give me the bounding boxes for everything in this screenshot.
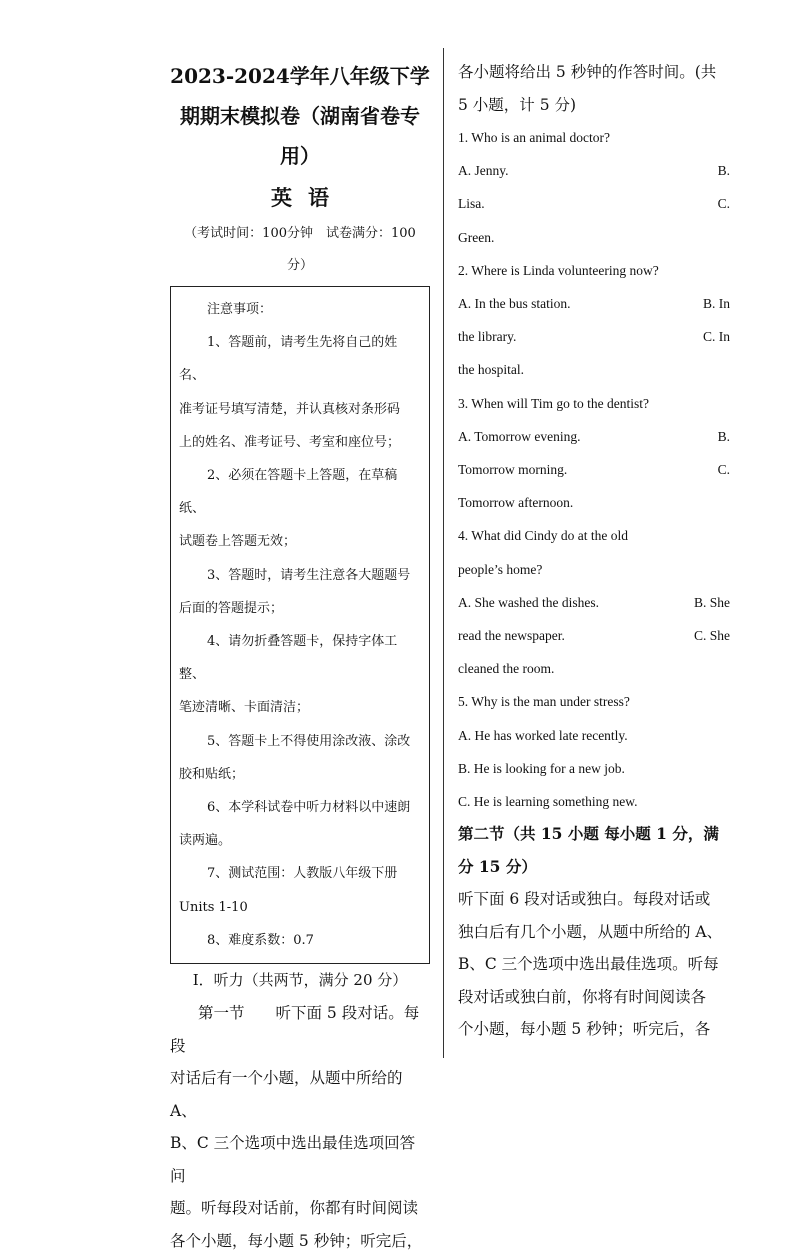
option-row (458, 353, 730, 386)
option-text: B. She (693, 594, 730, 610)
option-text: A. Tomorrow evening. (458, 428, 581, 444)
notice-line: 上的姓名、准考证号、考室和座位号； (179, 434, 401, 450)
exam-meta-line-1: （考试时间：100分钟 试卷满分：100 (184, 226, 416, 241)
option-text: C. She (693, 628, 730, 644)
option-row (458, 187, 730, 220)
notice-line: 7、测试范围：人教版八年级下册 (207, 866, 398, 882)
option-text: Green. (458, 229, 495, 245)
option-text: A. He has worked late recently. (458, 727, 628, 743)
part1-instruction-line: 对话后有一个小题，从题中所给的 A、 (170, 1069, 403, 1120)
listening-section-title: I．听力（共两节，满分 20 分） (192, 971, 408, 990)
part1-instruction-line: 题。听每段对话前，你都有时间阅读 (170, 1199, 419, 1218)
option-text: Tomorrow afternoon. (458, 495, 574, 511)
part2-title: 分 15 分） (458, 856, 537, 876)
option-row (458, 752, 730, 785)
option-text: Tomorrow morning. (458, 462, 568, 478)
option-text: A. Jenny. (458, 163, 509, 179)
exam-title-line-3: 用） (280, 144, 320, 168)
notice-line: 试题卷上答题无效； (179, 534, 297, 550)
option-row (458, 652, 730, 685)
notice-line: 胶和贴纸； (179, 766, 245, 782)
left-column (170, 56, 430, 1257)
part1-instruction-line: B、C 三个选项中选出最佳选项回答问 (170, 1134, 416, 1185)
part2-instruction-line: 个小题，每小题 5 秒钟；听完后，各 (458, 1020, 711, 1039)
option-text: B. He is looking for a new job. (458, 760, 625, 776)
option-row (458, 586, 730, 619)
option-text: B. (717, 428, 730, 444)
option-row (458, 785, 730, 818)
notice-line: 准考证号填写清楚，并认真核对条形码 (179, 401, 401, 417)
notice-line: 2、必须在答题卡上答题，在草稿纸、 (179, 468, 398, 517)
question-text: 1. Who is an animal doctor? (458, 130, 610, 145)
option-text: B. (717, 163, 730, 179)
part2-instruction-line: 段对话或独白前，你将有时间阅读各 (458, 987, 707, 1006)
option-text: the hospital. (458, 362, 524, 378)
part2-instruction-line: 听下面 6 段对话或独白。每段对话或 (458, 890, 711, 909)
right-column (458, 56, 730, 1046)
question-text: 3. When will Tim go to the dentist? (458, 395, 650, 411)
question-text: people’s home? (458, 561, 543, 577)
notice-line: 后面的答题提示； (179, 600, 284, 616)
option-row (458, 221, 730, 254)
option-row (458, 619, 730, 652)
question-text: 4. What did Cindy do at the old (458, 528, 628, 544)
option-row (458, 154, 730, 187)
question-text: 2. Where is Linda volunteering now? (458, 262, 659, 278)
notice-line: 4、请勿折叠答题卡，保持字体工整、 (179, 634, 398, 683)
notice-heading: 注意事项： (207, 302, 273, 317)
option-text: C. In (703, 329, 730, 345)
notice-line: 6、本学科试卷中听力材料以中速朗 (207, 800, 411, 816)
part2-instruction-line: B、C 三个选项中选出最佳选项。听每 (458, 955, 719, 974)
option-text: B. In (703, 296, 730, 312)
option-row (458, 420, 730, 453)
option-row (458, 453, 730, 486)
option-row (458, 719, 730, 752)
part1-instruction-continued: 5 小题，计 5 分) (458, 95, 577, 114)
exam-title-line-2: 期期末模拟卷（湖南省卷专 (180, 104, 420, 128)
notice-line: 读两遍。 (179, 833, 232, 849)
exam-title-line-1: 2023-2024学年八年级下学 (170, 64, 430, 88)
option-text: C. (717, 196, 730, 212)
part1-instruction-line: 各个小题，每小题 5 秒钟；听完后， (170, 1231, 423, 1250)
option-text: C. (717, 462, 730, 478)
notice-line: 8、难度系数：0.7 (207, 932, 314, 948)
notice-line: 笔迹清晰、卡面清洁； (179, 700, 310, 716)
option-text: C. He is learning something new. (458, 794, 638, 810)
notice-box (170, 286, 430, 964)
option-text: Lisa. (458, 196, 485, 212)
notice-line: 1、答题前，请考生先将自己的姓名、 (179, 335, 398, 384)
notice-line: Units 1-10 (179, 899, 248, 915)
question-text: 5. Why is the man under stress? (458, 694, 630, 710)
notice-line: 5、答题卡上不得使用涂改液、涂改 (207, 733, 411, 749)
exam-meta-line-2: 分） (286, 258, 313, 273)
subject-title: 英语 (271, 185, 345, 210)
part1-instruction-line: 第一节 听下面 5 段对话。每段 (170, 1004, 420, 1055)
option-text: A. She washed the dishes. (458, 594, 599, 610)
option-text: cleaned the room. (458, 661, 555, 677)
option-text: the library. (458, 329, 517, 345)
option-text: read the newspaper. (458, 628, 565, 644)
notice-line: 3、答题时，请考生注意各大题题号 (207, 567, 411, 583)
part2-title: 第二节（共 15 小题 每小题 1 分，满 (458, 824, 719, 844)
column-divider (443, 48, 444, 1058)
part2-instruction-line: 独白后有几个小题，从题中所给的 A、 (458, 922, 723, 941)
option-row (458, 320, 730, 353)
part1-instruction-continued: 各小题将给出 5 秒钟的作答时间。(共 (458, 63, 717, 81)
option-row (458, 486, 730, 519)
option-text: A. In the bus station. (458, 296, 571, 312)
option-row (458, 287, 730, 320)
